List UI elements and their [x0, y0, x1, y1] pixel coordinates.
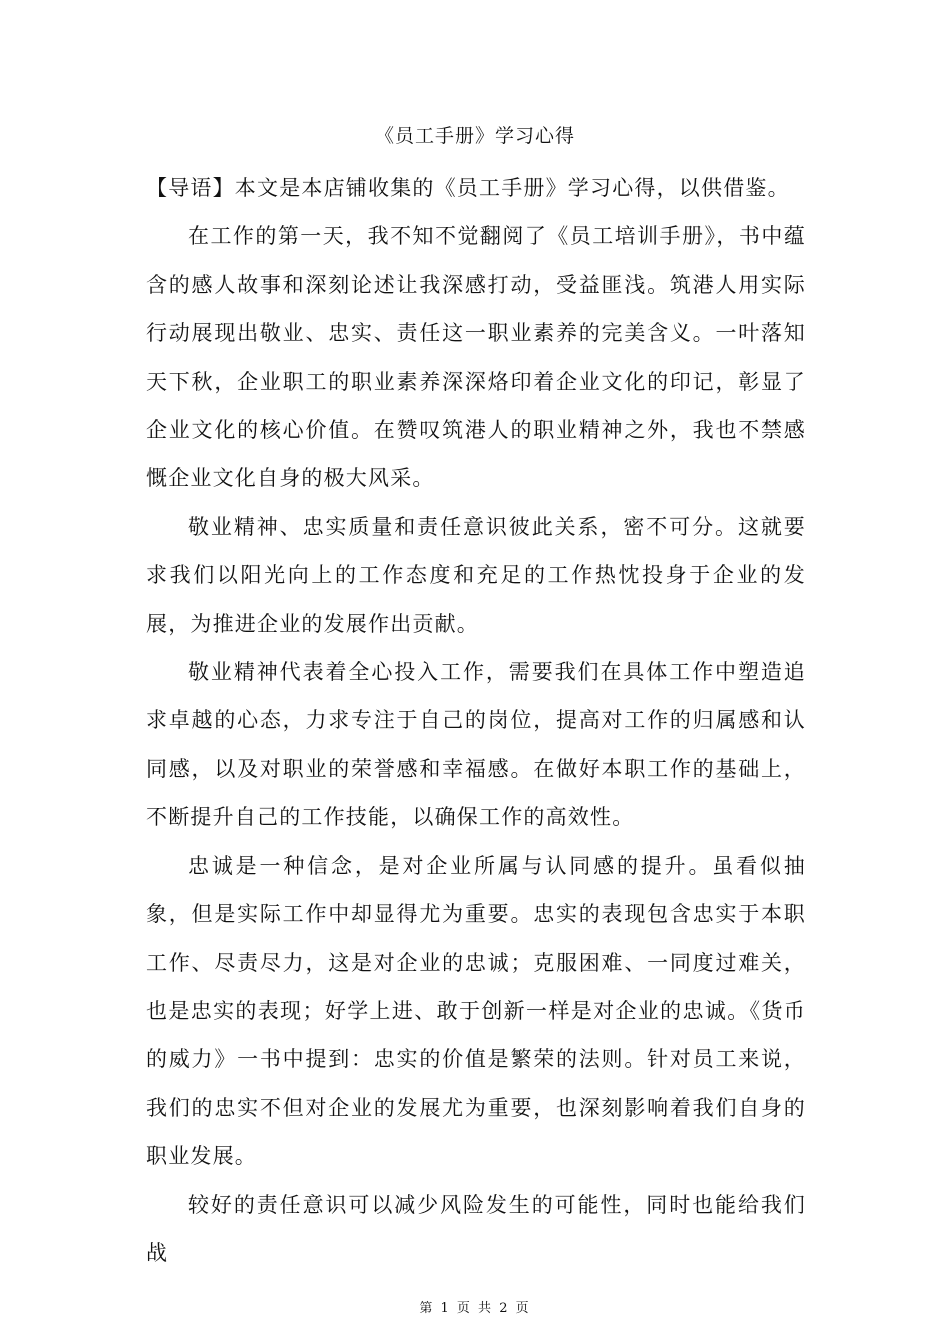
lead-paragraph: 【导语】本文是本店铺收集的《员工手册》学习心得，以供借鉴。: [146, 176, 790, 200]
body-paragraph: 敬业精神代表着全心投入工作，需要我们在具体工作中塑造追求卓越的心态，力求专注于自己的岗位，提高对工作的归属感和认同感，以及对职业的荣誉感和幸福感。在做好本职工作的基础上，不断提升自己的工作技能，以确保工作的高效性。: [146, 660, 806, 830]
document-body: [146, 164, 806, 1277]
page-footer: 第 1 页 共 2 页: [419, 1301, 531, 1316]
body-paragraph: 忠诚是一种信念，是对企业所属与认同感的提升。虽看似抽象，但是实际工作中却显得尤为重要。忠实的表现包含忠实于本职工作、尽责尽力，这是对企业的忠诚；克服困难、一同度过难关，也是忠实的表现；好学上进、敢于创新一样是对企业的忠诚。《货币的威力》一书中提到：忠实的价值是繁荣的法则。针对员工来说，我们的忠实不但对企业的发展尤为重要，也深刻影响着我们自身的职业发展。: [146, 853, 806, 1169]
document-title: 《员工手册》学习心得: [374, 125, 575, 147]
body-paragraph: 敬业精神、忠实质量和责任意识彼此关系，密不可分。这就要求我们以阳光向上的工作态度和充足的工作热忱投身于企业的发展，为推进企业的发展作出贡献。: [146, 514, 806, 636]
body-paragraph: 较好的责任意识可以减少风险发生的可能性，同时也能给我们战: [146, 1192, 806, 1265]
body-paragraph: 在工作的第一天，我不知不觉翻阅了《员工培训手册》，书中蕴含的感人故事和深刻论述让我深感打动，受益匪浅。筑港人用实际行动展现出敬业、忠实、责任这一职业素养的完美含义。一叶落知天下秋，企业职工的职业素养深深烙印着企业文化的印记，彰显了企业文化的核心价值。在赞叹筑港人的职业精神之外，我也不禁感慨企业文化自身的极大风采。: [146, 224, 806, 491]
